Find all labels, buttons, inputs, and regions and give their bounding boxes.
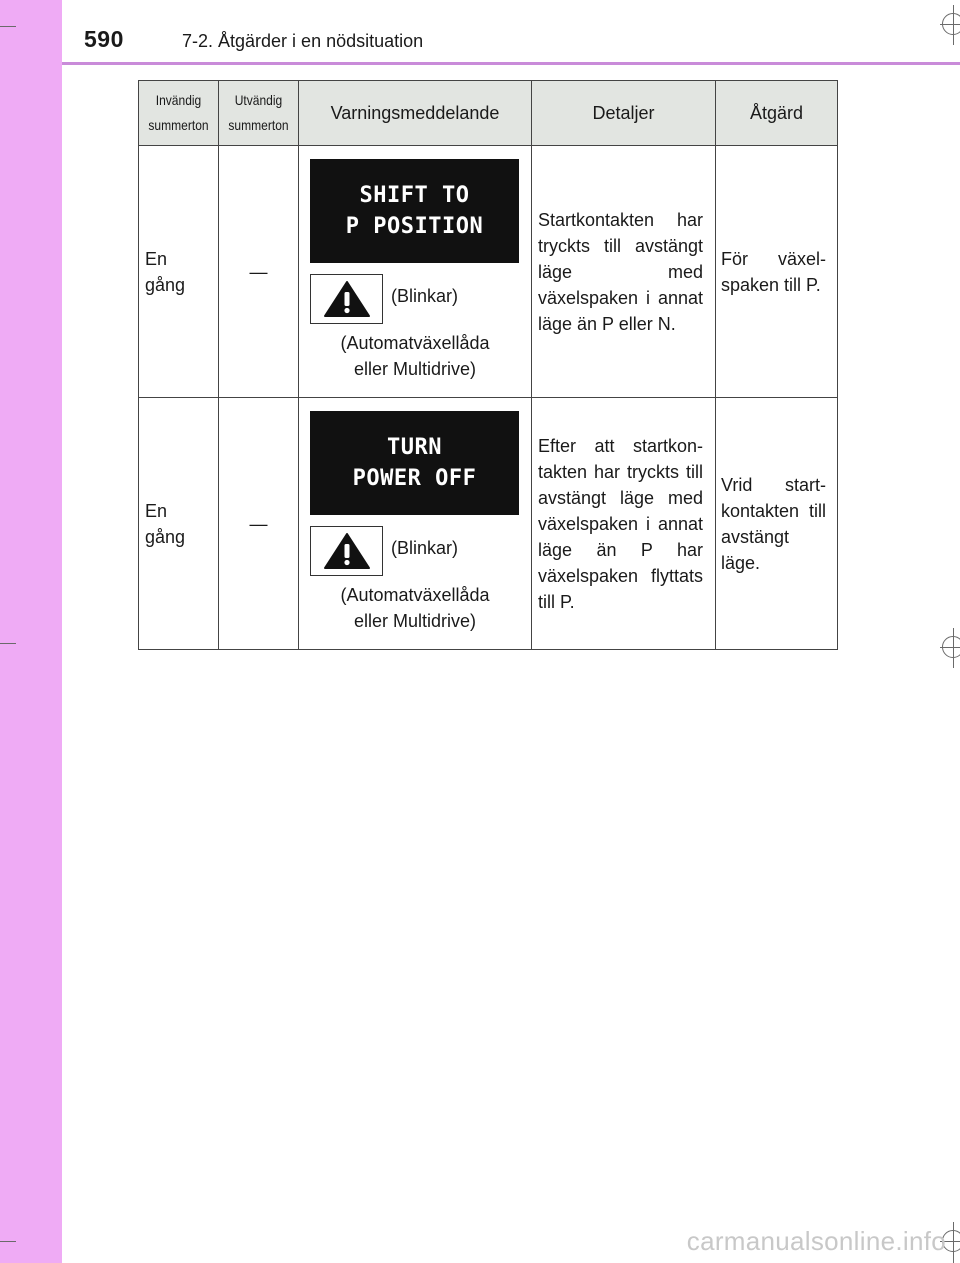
warning-display-screen: TURN POWER OFF: [310, 411, 519, 515]
details-cell: [532, 398, 716, 650]
col-header-details: Detaljer: [532, 81, 716, 146]
inside-buzzer-cell: En gång: [139, 398, 219, 650]
details-text: Startkontakten har tryckts till avstängt läge med växelspaken i annat läge än P eller N.: [538, 209, 703, 334]
details-text: Efter att startkon- takten har tryckts till avstängt läge med växelspaken i annat läge än P har växelspaken flyttats till P.: [538, 435, 703, 612]
page-number: 590: [84, 26, 124, 52]
message-cell: [299, 398, 532, 650]
warning-light-box: [310, 274, 383, 324]
transmission-variant: [299, 330, 531, 382]
header-rule: [62, 62, 960, 65]
table-header-row: [139, 81, 838, 146]
col-header-action: Åtgärd: [716, 81, 838, 146]
action-cell: [716, 398, 838, 650]
warning-light-box: [310, 526, 383, 576]
col-header-outside-line2: summerton: [228, 117, 289, 133]
col-header-outside-buzzer: [219, 81, 299, 146]
crop-tick-mid-left: [0, 643, 16, 644]
variant-line2: eller Multidrive): [353, 359, 477, 379]
transmission-variant: [299, 582, 531, 634]
details-cell: [532, 146, 716, 398]
crop-mark-mid-right: [940, 628, 960, 668]
table-row: [139, 398, 838, 650]
col-header-message: Varningsmeddelande: [299, 81, 532, 146]
inside-buzzer-cell: En gång: [139, 146, 219, 398]
section-title: 7-2. Åtgärder i en nödsituation: [182, 31, 424, 51]
message-cell: [299, 146, 532, 398]
col-header-inside-line2: summerton: [148, 117, 209, 133]
warning-display-screen: SHIFT TO P POSITION: [310, 159, 519, 263]
action-text: För växel- spaken till P.: [721, 248, 826, 295]
variant-line1: (Automatväxellåda: [340, 333, 490, 353]
col-header-outside-line1: Utvändig: [234, 92, 283, 108]
warning-triangle-icon: [323, 280, 371, 318]
table-row: [139, 146, 838, 398]
watermark[interactable]: carmanualsonline.info: [686, 1226, 946, 1256]
col-header-inside-line1: Invändig: [155, 92, 202, 108]
action-text: Vrid start- kontakten till avstängt läge.: [721, 474, 826, 573]
variant-line2: eller Multidrive): [353, 611, 477, 631]
crop-mark-top-right: [940, 5, 960, 45]
col-header-inside-buzzer: [139, 81, 219, 146]
blink-label: (Blinkar): [391, 538, 459, 558]
crop-tick-top-left: [0, 26, 16, 27]
variant-line1: (Automatväxellåda: [340, 585, 490, 605]
outside-buzzer-cell: —: [219, 398, 299, 650]
action-cell: [716, 146, 838, 398]
left-margin-band: [0, 0, 62, 1263]
warning-triangle-icon: [323, 532, 371, 570]
warning-table: [138, 80, 838, 650]
blink-label: (Blinkar): [391, 286, 459, 306]
crop-tick-bottom-left: [0, 1241, 16, 1242]
outside-buzzer-cell: —: [219, 146, 299, 398]
